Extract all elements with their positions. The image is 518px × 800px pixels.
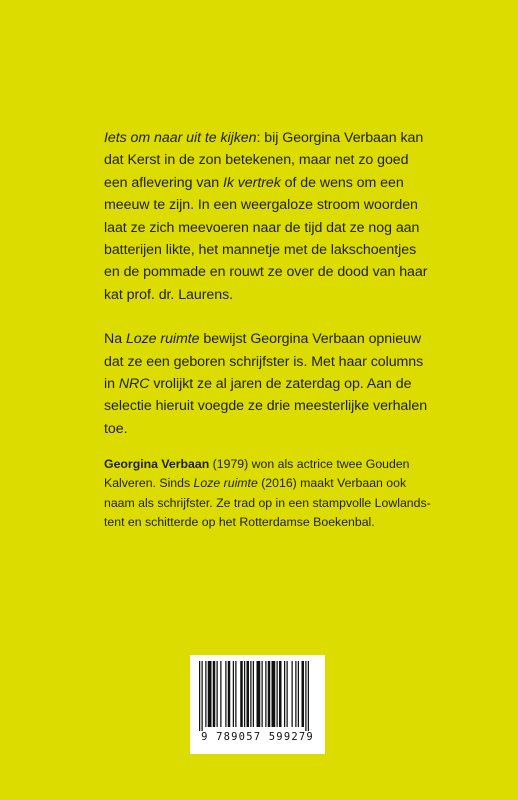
bio-text-span: (2016) maakt Verbaan ook naam als schrijfster. Ze trad op in een stampvolle Lowlands-tent en schitterde op het Rotterdamse Boekenbal.: [104, 476, 431, 529]
barcode-bar: [272, 661, 276, 727]
barcode-bar: [262, 661, 263, 727]
barcode-bar: [292, 661, 293, 727]
blurb-title-loze-ruimte: Loze ruimte: [125, 331, 200, 348]
isbn-barcode: [190, 655, 325, 754]
barcode-bar: [284, 661, 285, 727]
barcode-bar: [277, 661, 278, 727]
author-name: Georgina Verbaan: [104, 457, 210, 471]
barcode-bar: [208, 661, 212, 727]
barcode-bar: [199, 661, 200, 731]
blurb-text-span: Na: [104, 331, 126, 348]
barcode-bar: [225, 661, 226, 727]
barcode-bar: [287, 661, 288, 727]
barcode-bar: [295, 661, 296, 727]
barcode-bar: [279, 661, 282, 727]
blurb-text-span: : bij Georgina Verbaan kan dat Kerst in de zon betekenen, maar net zo goed een aflevering van: [104, 130, 424, 191]
barcode-bar: [298, 661, 299, 727]
blurb-lead-italic: Iets om naar uit te kijken: [104, 130, 257, 146]
barcode-bar: [235, 661, 236, 727]
author-bio: [104, 455, 434, 532]
blurb-title-nrc: NRC: [118, 376, 150, 393]
barcode-bar: [213, 661, 216, 727]
bio-title-loze-ruimte: Loze ruimte: [193, 476, 258, 491]
blurb-text: [104, 127, 434, 440]
barcode-bar: [268, 661, 271, 727]
barcode-bar: [233, 661, 234, 727]
blurb-text-span: vrolijkt ze al jaren de zaterdag op. Aan de selectie hieruit voegde ze drie meesterlijke verhalen toe.: [104, 376, 428, 437]
barcode-bar: [205, 661, 206, 727]
blurb-paragraph-1: [104, 127, 434, 306]
barcode-bar: [265, 661, 266, 727]
barcode-bar: [240, 661, 243, 727]
barcode-bar: [247, 661, 250, 727]
barcode-bars: [199, 661, 316, 731]
barcode-bar: [250, 661, 251, 727]
blurb-text-span: bewijst Georgina Verbaan opnieuw dat ze een geboren schrijfster is. Met haar columns in: [104, 331, 424, 393]
bio-text-span: (1979) won als actrice twee Gouden Kalveren. Sinds: [104, 457, 410, 491]
barcode-bar: [305, 661, 306, 731]
barcode-bar: [308, 661, 309, 731]
author-bio-paragraph: [104, 455, 434, 532]
barcode-bar: [257, 661, 261, 727]
barcode-bar: [220, 661, 221, 727]
barcode-bar: [244, 661, 245, 727]
barcode-bar: [202, 661, 203, 731]
blurb-text-span: of de wens om een meeuw te zijn. In een weergaloze stroom woorden laat ze zich meevoeren naar de tijd dat ze nog aan batterijen likte, het mannetje met de lakschoentjes en de pommade en rouwt ze over de dood van haar kat prof. dr. Laurens.: [104, 174, 428, 303]
barcode-bar: [253, 661, 254, 727]
barcode-bar: [302, 661, 305, 727]
barcode-bar: [228, 661, 231, 727]
blurb-paragraph-2: [104, 328, 434, 440]
barcode-bar: [217, 661, 218, 727]
barcode-digits: 9 789057 599279: [201, 731, 314, 743]
blurb-title-ik-vertrek: Ik vertrek: [222, 174, 281, 191]
